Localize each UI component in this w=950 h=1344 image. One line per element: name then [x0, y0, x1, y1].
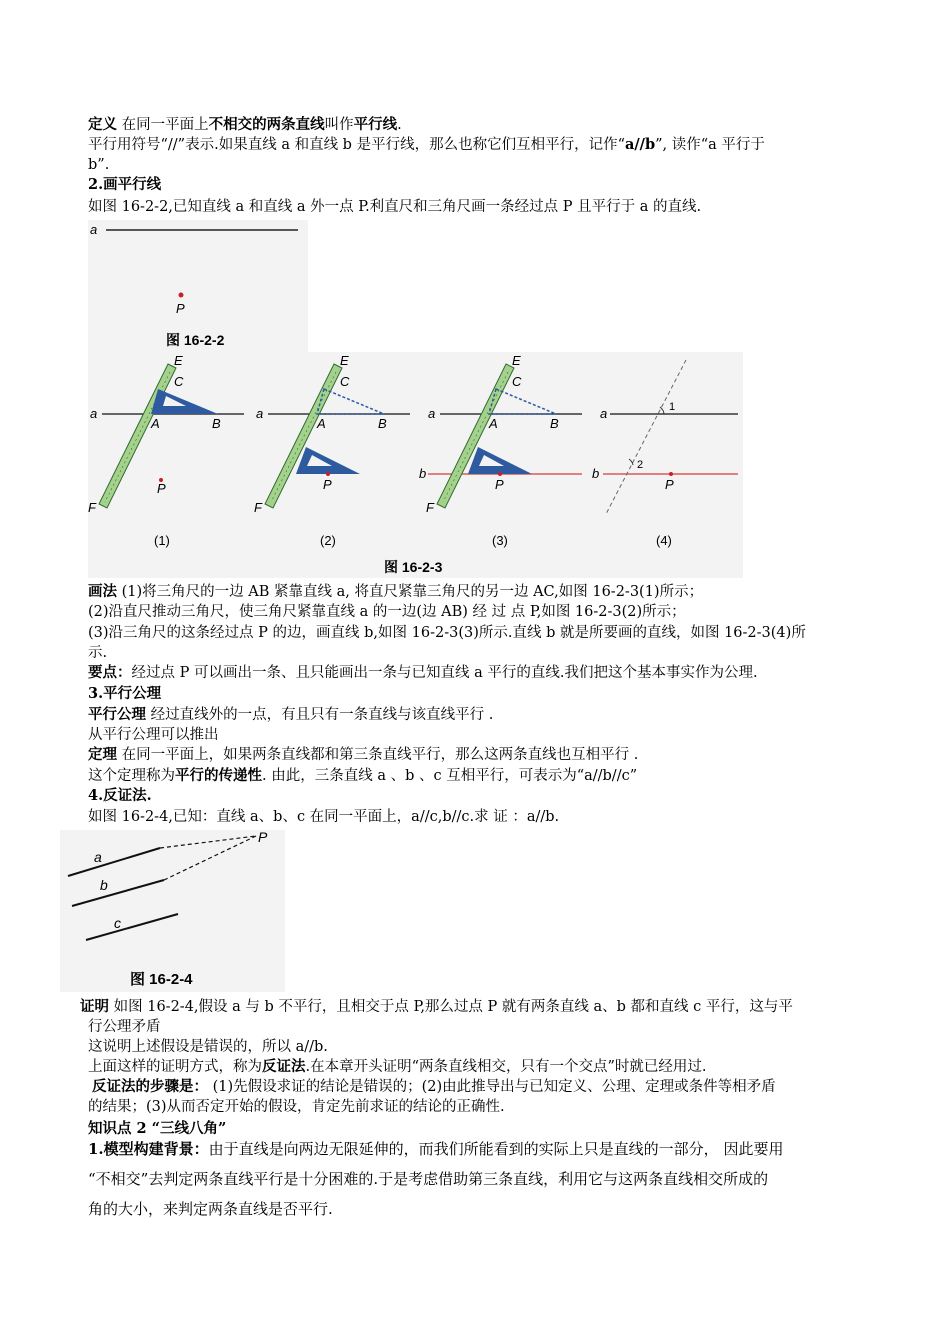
section-heading-contradiction: 4.反证法.: [88, 787, 152, 804]
transitivity-line: 这个定理称为平行的传递性. 由此，三条直线 a 、b 、c 互相平行，可表示为“a//b//c”: [88, 767, 638, 784]
figure-background: [88, 352, 743, 578]
label-b: b: [419, 466, 427, 481]
notation-line: 平行用符号“//”表示.如果直线 a 和直线 b 是平行线，那么也称它们互相平行，记作“a//b”, 读作“a 平行于: [88, 136, 765, 153]
method-step-1: 画法 (1)将三角尺的一边 AB 紧靠直线 a, 将直尺紧靠三角尺的另一边 AC,如图 16-2-3(1)所示；: [88, 583, 704, 600]
label-P: P: [495, 477, 504, 492]
label-A: A: [489, 416, 498, 431]
model-background-line-3: 角的大小，来判定两条直线是否平行.: [88, 1200, 333, 1218]
contradiction-definition: 上面这样的证明方式，称为反证法.在本章开头证明“两条直线相交，只有一个交点”时就已经用过.: [88, 1058, 707, 1075]
point-p: [179, 293, 184, 298]
proof-conclusion: 这说明上述假设是错误的，所以 a//b.: [88, 1039, 328, 1055]
contradiction-steps: 反证法的步骤是： (1)先假设求证的结论是错误的；(2)由此推导出与已知定义、公理、定理或条件等相矛盾: [92, 1078, 776, 1095]
label-angle-2: 2: [637, 459, 644, 471]
notation-line-cont: b”.: [88, 157, 110, 173]
section-heading-draw-parallel: 2.画平行线: [88, 176, 162, 193]
sub-caption-3: (3): [492, 533, 508, 548]
axiom-derive: 从平行公理可以推出: [88, 727, 219, 743]
label-A: A: [151, 416, 160, 431]
label-a: a: [256, 406, 264, 421]
label-B: B: [378, 416, 387, 431]
key-point: 要点：经过点 P 可以画出一条、且只能画出一条与已知直线 a 平行的直线.我们把这个基本事实作为公理.: [88, 664, 758, 681]
figure-16-2-2: [88, 220, 308, 352]
label-P: P: [665, 477, 674, 492]
definition-line: 定义 在同一平面上不相交的两条直线叫作平行线.: [88, 116, 402, 133]
model-background-line: 1.模型构建背景：由于直线是向两边无限延伸的，而我们所能看到的实际上只是直线的一部分， 因此要用: [88, 1140, 784, 1158]
label-c: c: [114, 915, 121, 931]
label-P: P: [157, 481, 166, 496]
label-E: E: [340, 353, 349, 368]
theorem-line: 定理 在同一平面上，如果两条直线都和第三条直线平行，那么这两条直线也互相平行 .: [88, 746, 639, 763]
label-F: F: [254, 500, 262, 515]
label-F: F: [88, 500, 96, 515]
proof-line-cont: 行公理矛盾: [88, 1019, 161, 1035]
proof-line: 证明 如图 16-2-4,假设 a 与 b 不平行，且相交于点 P,那么过点 P 就有两条直线 a、b 都和直线 c 平行，这与平: [80, 998, 793, 1015]
label-b: b: [592, 466, 600, 481]
label-B: B: [212, 416, 221, 431]
method-step-3: (3)沿三角尺的这条经过点 P 的边，画直线 b,如图 16-2-3(3)所示.直线 b 就是所要画的直线，如图 16-2-3(4)所: [88, 625, 806, 641]
figure-caption: 图 16-2-3: [384, 559, 443, 575]
point-p: [498, 472, 502, 476]
point-p: [326, 472, 330, 476]
axiom-line: 平行公理 经过直线外的一点，有且只有一条直线与该直线平行 .: [88, 706, 494, 723]
sub-caption-4: (4): [656, 533, 672, 548]
sub-caption-1: (1): [154, 533, 170, 548]
label-C: C: [174, 374, 184, 389]
label-p: P: [176, 301, 185, 316]
label-P: P: [323, 477, 332, 492]
label-F: F: [426, 500, 434, 515]
label-C: C: [512, 374, 522, 389]
method-step-3-cont: 示.: [88, 645, 108, 661]
label-angle-1: 1: [669, 401, 676, 413]
figure-caption: 图 16-2-4: [130, 971, 193, 988]
label-a: a: [428, 406, 436, 421]
sub-caption-2: (2): [320, 533, 336, 548]
label-a: a: [90, 222, 98, 237]
method-step-2: (2)沿直尺推动三角尺，使三角尺紧靠直线 a 的一边(边 AB) 经 过 点 P,如图 16-2-3(2)所示；: [88, 604, 686, 620]
label-E: E: [512, 353, 521, 368]
figure-16-2-3: [88, 352, 743, 578]
figure-intro-line: 如图 16-2-2,已知直线 a 和直线 a 外一点 P.利直尺和三角尺画一条经过点 P 且平行于 a 的直线.: [88, 199, 702, 215]
label-E: E: [174, 353, 183, 368]
model-background-line-2: “不相交”去判定两条直线平行是十分困难的.于是考虑借助第三条直线，利用它与这两条直线相交所成的: [88, 1170, 769, 1188]
label-A: A: [317, 416, 326, 431]
knowledge-point-2-heading: 知识点 2 “三线八角”: [88, 1120, 227, 1137]
contradiction-steps-cont: 的结果；(3)从而否定开始的假设，肯定先前求证的结论的正确性.: [88, 1099, 505, 1115]
figure-16-2-4: [60, 830, 285, 992]
label-a: a: [600, 406, 608, 421]
label-B: B: [550, 416, 559, 431]
section-heading-axiom: 3.平行公理: [88, 685, 162, 702]
label-C: C: [340, 374, 350, 389]
label-a: a: [94, 849, 102, 865]
label-b: b: [100, 877, 108, 893]
label-P: P: [258, 830, 268, 845]
figure-caption: 图 16-2-2: [166, 332, 225, 348]
given-line: 如图 16-2-4,已知：直线 a、b、c 在同一平面上，a//c,b//c.求 证 ：a//b.: [88, 809, 560, 825]
point-p: [669, 472, 673, 476]
label-a: a: [90, 406, 98, 421]
